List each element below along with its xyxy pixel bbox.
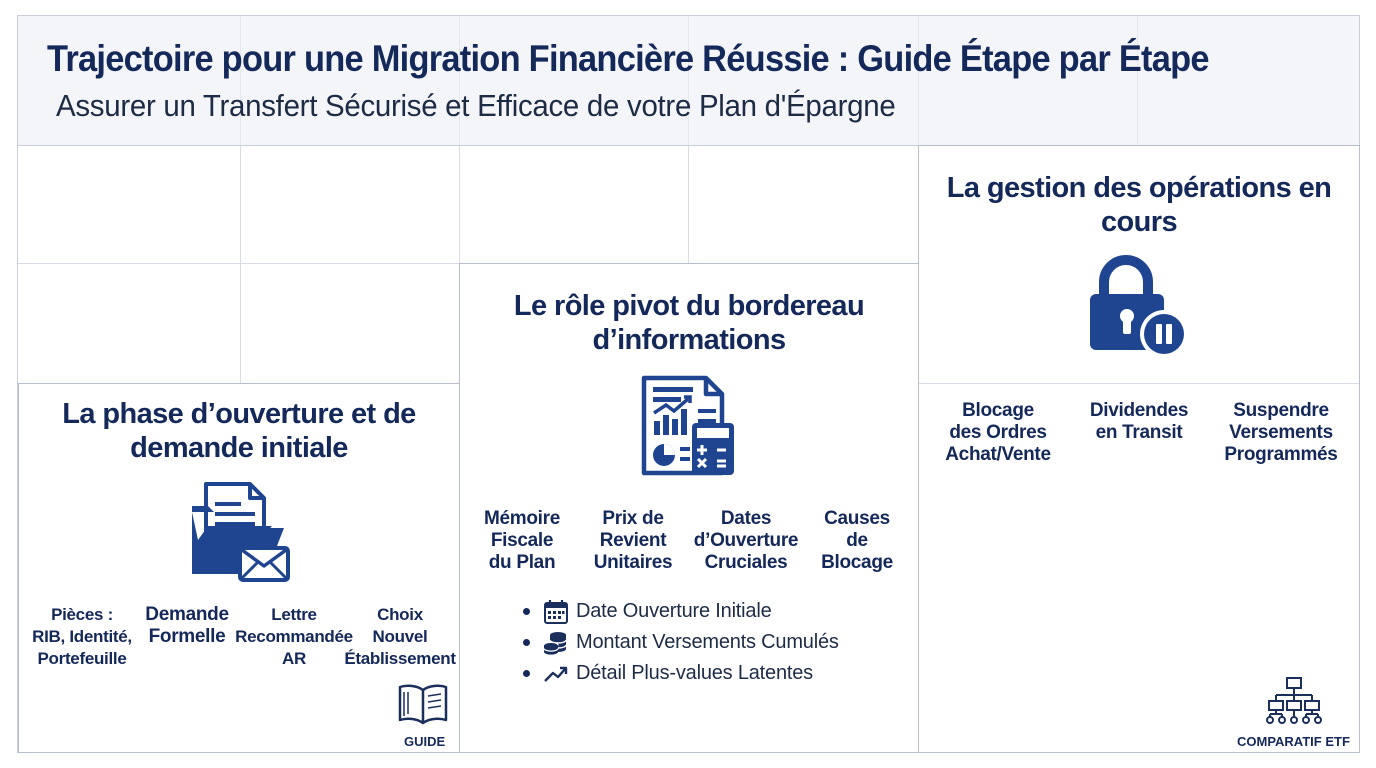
bullet-dot [523,639,530,646]
page-subtitle: Assurer un Transfert Sécurisé et Efficace de votre Plan d'Épargne [56,88,896,123]
header-grid-line [240,16,241,145]
label-line: Dates [720,508,772,529]
panel-operations-title-line: cours [1101,206,1177,238]
label-line: Dividendes [1089,400,1189,421]
label-demande-formelle [136,604,238,648]
label-prix-revient [582,508,684,574]
hierarchy-diagram-icon[interactable] [1266,676,1322,726]
grid-line [18,263,460,264]
panel-bordereau-title-line: d’informations [592,324,786,356]
header-grid-line [688,16,689,145]
label-line: Nouvel [372,627,428,646]
list-item [523,596,903,627]
bullet-dot [523,608,530,615]
bordereau-bullet-list [523,596,903,689]
label-blocage-ordres [934,400,1062,466]
bullet-text: Montant Versements Cumulés [576,631,839,653]
bullet-dot [523,670,530,677]
label-line: en Transit [1095,422,1183,443]
panel-operations-title [918,171,1360,239]
label-line: Cruciales [704,552,788,573]
list-item [523,627,903,658]
open-book-icon[interactable] [396,682,450,726]
label-suspendre-versements [1214,400,1348,466]
panel-ouverture-title [18,397,460,465]
panel-ouverture-title-line: demande initiale [130,432,348,464]
label-line: d’Ouverture [693,530,799,551]
calendar-icon [543,599,569,625]
coins-stack-icon [543,630,569,656]
label-line: Revient [599,530,667,551]
panel-bordereau-title [459,289,919,357]
label-line: de [846,530,868,551]
label-line: Demande [145,604,229,625]
report-calculator-icon [640,375,738,477]
label-line: AR [282,649,306,668]
header-grid-line [1137,16,1138,145]
comparatif-etf-label: COMPARATIF ETF [1237,734,1350,749]
label-line: Fiscale [490,530,554,551]
label-memoire-fiscale [470,508,574,574]
label-line: RIB, Identité, [32,627,132,646]
grid-line [459,145,460,265]
header-grid-line [918,16,919,145]
bullet-text: Date Ouverture Initiale [576,600,772,622]
guide-label: GUIDE [404,734,446,749]
label-line: Unitaires [593,552,673,573]
label-line: Versements [1229,422,1333,443]
bullet-text: Détail Plus-values Latentes [576,662,813,684]
header-grid-line [459,16,460,145]
label-line: Prix de [602,508,664,529]
label-line: Portefeuille [37,649,127,668]
panel-operations-title-line: La gestion des opérations en [946,172,1332,204]
grid-line [919,383,1359,384]
label-line: Blocage [821,552,893,573]
label-line: Pièces : [51,605,113,624]
label-dividendes-transit [1076,400,1202,444]
label-line: du Plan [488,552,556,573]
label-line: Choix [377,605,423,624]
label-causes-blocage [808,508,906,574]
list-item [523,658,903,689]
label-pieces [22,604,142,670]
folder-document-envelope-icon [188,482,292,582]
panel-bordereau-title-line: Le rôle pivot du bordereau [513,290,865,322]
label-line: Établissement [344,649,456,668]
label-line: Mémoire [483,508,561,529]
padlock-pause-icon [1088,254,1192,358]
page-title: Trajectoire pour une Migration Financière Réussie : Guide Étape par Étape [47,38,1209,79]
panel-ouverture-title-line: La phase d’ouverture et de [62,398,416,430]
header-band [18,16,1359,146]
label-line: Lettre [271,605,317,624]
label-line: Recommandée [235,627,353,646]
label-line: Blocage [962,400,1034,421]
label-lettre-recommandee [232,604,356,670]
label-line: Causes [824,508,890,529]
grid-line [240,145,241,383]
label-line: des Ordres [949,422,1047,443]
label-line: Programmés [1224,444,1338,465]
label-choix-etablissement [342,604,458,670]
grid-line [688,145,689,265]
label-line: Formelle [148,626,226,647]
label-line: Achat/Vente [945,444,1051,465]
trend-up-icon [543,661,569,687]
label-line: Suspendre [1233,400,1329,421]
label-dates-ouverture [688,508,804,574]
